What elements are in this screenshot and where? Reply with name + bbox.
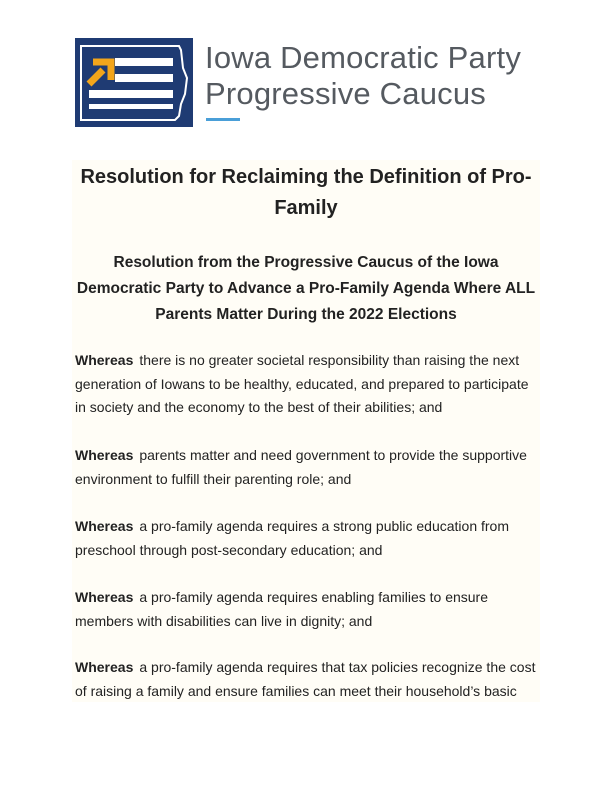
logo-accent-bar (206, 118, 240, 121)
whereas-clause (75, 444, 543, 491)
resolution-title: Resolution for Reclaiming the Definition of Pro-Family (80, 166, 532, 219)
clause-text: there is no greater societal responsibility than raising the next generation of Iowans to be healthy, educated, and prepared to participate in society and the economy to the best of their abilities; and (75, 352, 529, 415)
clause-text: parents matter and need government to provide the supportive environment to fulfill their parenting role; and (75, 447, 527, 487)
whereas-clause (75, 515, 543, 562)
iowa-flag-logo-icon (75, 38, 193, 127)
resolution-subtitle: Resolution from the Progressive Caucus of the Iowa Democratic Party to Advance a Pro-Family Agenda Where ALL Parents Matter During the 2022 Elections (76, 254, 536, 323)
whereas-clause (75, 656, 543, 703)
clause-keyword: Whereas (75, 659, 134, 675)
clause-text: a pro-family agenda requires enabling families to ensure members with disabilities can live in dignity; and (75, 589, 488, 629)
whereas-clause (75, 586, 543, 633)
clause-text: a pro-family agenda requires a strong public education from preschool through post-secondary education; and (75, 518, 510, 558)
logo-party-name: Iowa Democratic Party (205, 40, 522, 75)
whereas-clause (75, 349, 543, 420)
logo-caucus-name: Progressive Caucus (205, 76, 486, 111)
clause-keyword: Whereas (75, 589, 134, 605)
clause-keyword: Whereas (75, 447, 134, 463)
party-logo (75, 38, 535, 130)
clause-keyword: Whereas (75, 352, 134, 368)
clause-text: a pro-family agenda requires that tax policies recognize the cost of raising a family and ensure families can meet their household’s basic (75, 659, 536, 699)
clause-keyword: Whereas (75, 518, 134, 534)
